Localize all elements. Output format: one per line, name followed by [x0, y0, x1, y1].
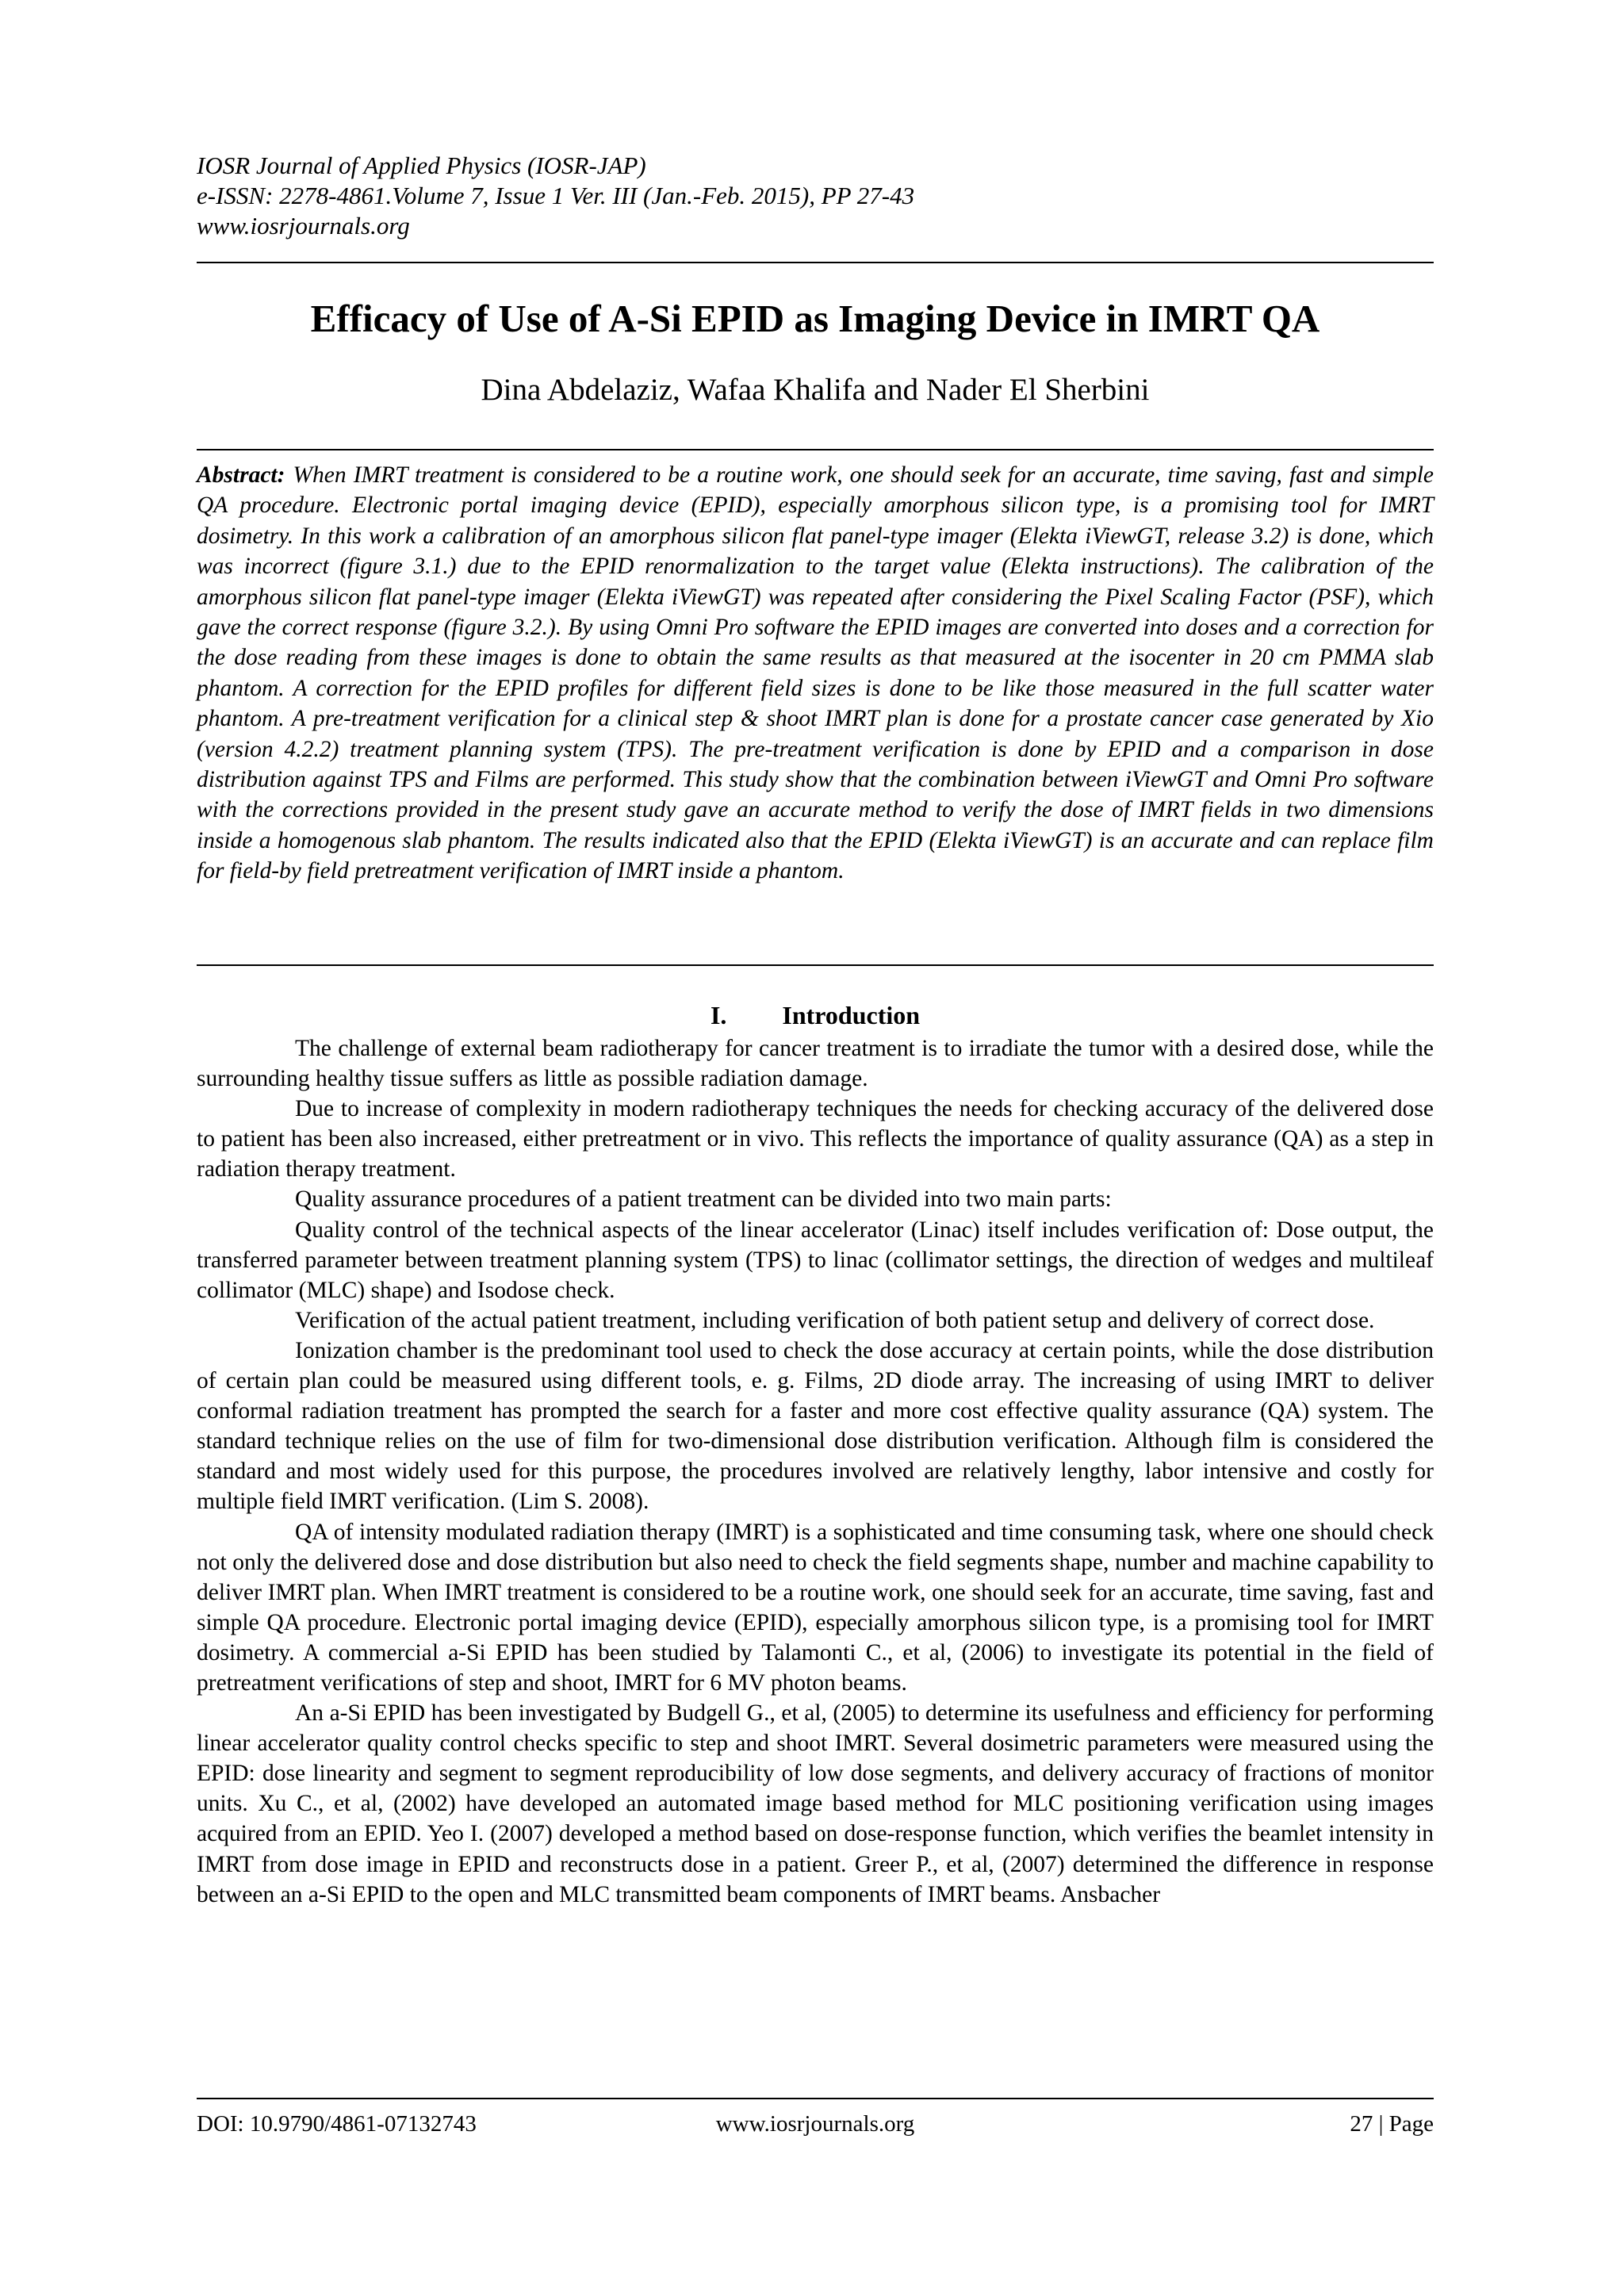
introduction-body [197, 1033, 1434, 1910]
header-divider [197, 262, 1434, 263]
paper-title: Efficacy of Use of A-Si EPID as Imaging Device in IMRT QA [310, 297, 1320, 340]
section-title: Introduction [782, 1001, 921, 1029]
paragraph: Quality assurance procedures of a patient treatment can be divided into two main parts: [295, 1186, 1112, 1213]
abstract-label: Abstract: [197, 462, 285, 488]
abstract [197, 460, 1434, 887]
abstract-text: When IMRT treatment is considered to be a routine work, one should seek for an accurate, time saving, fast and simple QA procedure. Electronic portal imaging device (EPID), especially amorphous silicon type, is a promising tool for IMRT dosimetry. In this work a calibration of an amorphous silicon flat panel-type imager (Elekta iViewGT, release 3.2) is done, which was incorrect (figure 3.1.) due to the EPID renormalization to the target value (Elekta instructions). The calibration of the amorphous silicon flat panel-type imager (Elekta iViewGT) was repeated after considering the Pixel Scaling Factor (PSF), which gave the correct response (figure 3.2.). By using Omni Pro software the EPID images are converted into doses and a correction for the dose reading from these images is done to obtain the same results as that measured at the isocenter in 20 cm PMMA slab phantom. A correction for the EPID profiles for different field sizes is done to be like those measured in the full scatter water phantom. A pre-treatment verification for a clinical step & shoot IMRT plan is done for a prostate cancer case generated by Xio (version 4.2.2) treatment planning system (TPS). The pre-treatment verification is done by EPID and a comparison in dose distribution against TPS and Films are performed. This study show that the combination between iViewGT and Omni Pro software with the corrections provided in the present study gave an accurate method to verify the dose of IMRT fields in two dimensions inside a homogenous slab phantom. The results indicated also that the EPID (Elekta iViewGT) is an accurate and can replace film for field-by field pretreatment verification of IMRT inside a phantom. [197, 462, 1434, 884]
footer-divider [197, 2098, 1434, 2099]
paragraph: Ionization chamber is the predominant tool used to check the dose accuracy at certain points, while the dose distribution of certain plan could be measured using different tools, e. g. Films, 2D diode array. The increasing of using IMRT to deliver conformal radiation treatment has prompted the search for a faster and more cost effective quality assurance (QA) system. The standard technique relies on the use of film for two-dimensional dose distribution verification. Although film is considered the standard and most widely used for this purpose, the procedures involved are relatively lengthy, labor intensive and costly for multiple field IMRT verification. (Lim S. 2008). [197, 1337, 1434, 1515]
page-footer [197, 2108, 1434, 2140]
journal-website: www.iosrjournals.org [197, 212, 410, 240]
footer-doi: DOI: 10.9790/4861-07132743 [197, 2111, 477, 2137]
paragraph: Verification of the actual patient treatment, including verification of both patient setup and delivery of correct dose. [295, 1307, 1375, 1333]
paragraph: The challenge of external beam radiotherapy for cancer treatment is to irradiate the tumor with a desired dose, while the surrounding healthy tissue suffers as little as possible radiation damage. [197, 1036, 1434, 1092]
section-heading [197, 999, 1434, 1031]
abstract-bottom-divider [197, 964, 1434, 966]
footer-page-number: 27 | Page [1350, 2111, 1434, 2137]
journal-header [197, 151, 1434, 241]
journal-name: IOSR Journal of Applied Physics (IOSR-JAP) [197, 151, 646, 179]
paragraph: Quality control of the technical aspects of the linear accelerator (Linac) itself includes verification of: Dose output, the transferred parameter between treatment planning system (TPS) to linac (collimator settings, the direction of wedges and multileaf collimator (MLC) shape) and Isodose check. [197, 1217, 1434, 1303]
paragraph: An a-Si EPID has been investigated by Budgell G., et al, (2005) to determine its usefulness and efficiency for performing linear accelerator quality control checks specific to step and shoot IMRT. Several dosimetric parameters were measured using the EPID: dose linearity and segment to segment reproducibility of low dose segments, and delivery accuracy of fractions of monitor units. Xu C., et al, (2002) have developed an automated image based method for MLC positioning verification using images acquired from an EPID. Yeo I. (2007) developed a method based on dose-response function, which verifies the beamlet intensity in IMRT from dose image in EPID and reconstructs dose in a patient. Greer P., et al, (2007) determined the difference in response between an a-Si EPID to the open and MLC transmitted beam components of IMRT beams. Ansbacher [197, 1700, 1434, 1907]
section-number: I. [710, 1001, 727, 1029]
paragraph: Due to increase of complexity in modern radiotherapy techniques the needs for checking accuracy of the delivered dose to patient has been also increased, either pretreatment or in vivo. This reflects the importance of quality assurance (QA) as a step in radiation therapy treatment. [197, 1096, 1434, 1182]
paragraph: QA of intensity modulated radiation therapy (IMRT) is a sophisticated and time consuming task, where one should check not only the delivered dose and dose distribution but also need to check the field segments shape, number and machine capability to deliver IMRT plan. When IMRT treatment is considered to be a routine work, one should seek for an accurate, time saving, fast and simple QA procedure. Electronic portal imaging device (EPID), especially amorphous silicon type, is a promising tool for IMRT dosimetry. A commercial a-Si EPID has been studied by Talamonti C., et al, (2006) to investigate its potential in the field of pretreatment verifications of step and shoot, IMRT for 6 MV photon beams. [197, 1519, 1434, 1696]
abstract-top-divider [197, 449, 1434, 450]
journal-issn-line: e-ISSN: 2278-4861.Volume 7, Issue 1 Ver. III (Jan.-Feb. 2015), PP 27-43 [197, 182, 915, 209]
paper-authors: Dina Abdelaziz, Wafaa Khalifa and Nader El Sherbini [481, 373, 1150, 407]
footer-website: www.iosrjournals.org [715, 2111, 915, 2137]
